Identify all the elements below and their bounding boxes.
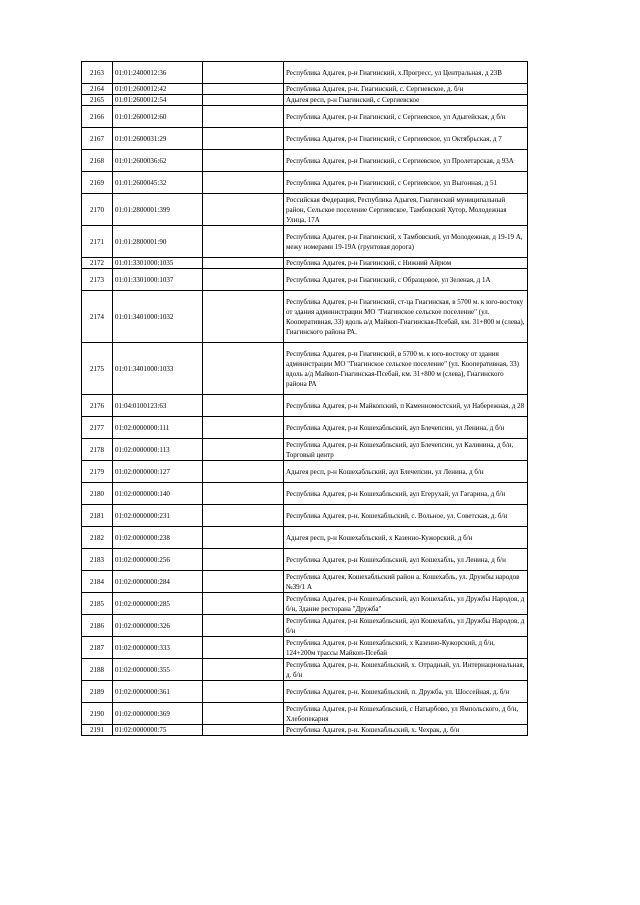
table-row <box>82 269 528 291</box>
empty-cell <box>203 291 284 343</box>
table-row <box>82 703 528 725</box>
row-number-cell: 2185 <box>82 593 113 615</box>
table-row <box>82 417 528 439</box>
cadastral-number-cell: 01:01:2600036:62 <box>113 150 203 172</box>
cadastral-number-cell: 01:01:2800001:90 <box>113 226 203 258</box>
address-cell: Республика Адыгея, р-н Гиагинский, с Образцовое, ул Зеленая, д 1А <box>284 269 528 291</box>
cadastral-number-cell: 01:01:2400012:36 <box>113 62 203 84</box>
table-row <box>82 62 528 84</box>
row-number-cell: 2181 <box>82 505 113 527</box>
address-cell: Адыгея респ, р-н Гиагинский, с Сергиевское <box>284 95 528 106</box>
cadastral-number-cell: 01:02:0000000:355 <box>113 659 203 681</box>
empty-cell <box>203 527 284 549</box>
row-number-cell: 2168 <box>82 150 113 172</box>
table-row <box>82 725 528 736</box>
cadastral-number-cell: 01:02:0000000:333 <box>113 637 203 659</box>
address-cell: Республика Адыгея, р-н. Кошехабльский, с. Вольное, ул. Советская, д. б/н <box>284 505 528 527</box>
cadastral-number-cell: 01:01:3301000:1035 <box>113 258 203 269</box>
row-number-cell: 2173 <box>82 269 113 291</box>
row-number-cell: 2190 <box>82 703 113 725</box>
empty-cell <box>203 226 284 258</box>
address-cell: Республика Адыгея, р-н Майкопский, п Каменномостский, ул Набережная, д 28 <box>284 395 528 417</box>
table-row <box>82 681 528 703</box>
address-cell: Республика Адыгея, р-н Гиагинский, с Сергиевское, ул Адыгейская, д б/н <box>284 106 528 128</box>
empty-cell <box>203 395 284 417</box>
empty-cell <box>203 150 284 172</box>
address-cell: Республика Адыгея, р-н Гиагинский, с Сергиевское, ул Октябрьская, д 7 <box>284 128 528 150</box>
row-number-cell: 2179 <box>82 461 113 483</box>
address-cell: Республика Адыгея, р-н. Кошехабльский, п. Дружба, ул. Шоссейная, д. б/н <box>284 681 528 703</box>
empty-cell <box>203 549 284 571</box>
cadastral-number-cell: 01:01:2800001:399 <box>113 194 203 226</box>
cadastral-number-cell: 01:02:0000000:369 <box>113 703 203 725</box>
cadastral-number-cell: 01:02:0000000:111 <box>113 417 203 439</box>
empty-cell <box>203 194 284 226</box>
table-row <box>82 84 528 95</box>
empty-cell <box>203 483 284 505</box>
row-number-cell: 2178 <box>82 439 113 461</box>
row-number-cell: 2188 <box>82 659 113 681</box>
table-row <box>82 637 528 659</box>
cadastral-number-cell: 01:02:0000000:285 <box>113 593 203 615</box>
address-cell: Республика Адыгея, р-н Кошехабльский, аул Блечепсин, ул Калинина, д б/н, Торговый центр <box>284 439 528 461</box>
address-cell: Республика Адыгея, р-н. Гиагинский, с. Сергиевское, д. б/н <box>284 84 528 95</box>
row-number-cell: 2177 <box>82 417 113 439</box>
empty-cell <box>203 258 284 269</box>
empty-cell <box>203 439 284 461</box>
empty-cell <box>203 84 284 95</box>
address-cell: Республика Адыгея, р-н Гиагинский, х Тамбовский, ул Молодежная, д 19-19 А, межу номерами 19-19А (грунтовая дорога) <box>284 226 528 258</box>
cadastral-number-cell: 01:01:3401000:1032 <box>113 291 203 343</box>
empty-cell <box>203 461 284 483</box>
table-row <box>82 95 528 106</box>
table-row <box>82 615 528 637</box>
property-table <box>81 61 528 736</box>
empty-cell <box>203 615 284 637</box>
row-number-cell: 2180 <box>82 483 113 505</box>
cadastral-number-cell: 01:02:0000000:231 <box>113 505 203 527</box>
table-row <box>82 194 528 226</box>
empty-cell <box>203 637 284 659</box>
address-cell: Республика Адыгея, р-н Гиагинский, с Нижний Айрюм <box>284 258 528 269</box>
table-row <box>82 106 528 128</box>
address-cell: Республика Адыгея, Кошехабльский район а. Кошехабль, ул. Дружбы народов №39/1 А <box>284 571 528 593</box>
table-row <box>82 128 528 150</box>
table-row <box>82 527 528 549</box>
table-row <box>82 226 528 258</box>
cadastral-number-cell: 01:02:0000000:326 <box>113 615 203 637</box>
cadastral-number-cell: 01:02:0000000:238 <box>113 527 203 549</box>
table-body <box>82 62 528 736</box>
row-number-cell: 2187 <box>82 637 113 659</box>
row-number-cell: 2170 <box>82 194 113 226</box>
row-number-cell: 2189 <box>82 681 113 703</box>
empty-cell <box>203 106 284 128</box>
empty-cell <box>203 571 284 593</box>
empty-cell <box>203 62 284 84</box>
table-row <box>82 258 528 269</box>
cadastral-number-cell: 01:01:2600045:32 <box>113 172 203 194</box>
row-number-cell: 2183 <box>82 549 113 571</box>
empty-cell <box>203 128 284 150</box>
cadastral-number-cell: 01:01:3401000:1033 <box>113 343 203 395</box>
cadastral-number-cell: 01:01:2600012:60 <box>113 106 203 128</box>
address-cell: Республика Адыгея, р-н. Кошехабльский, х. Отрадный, ул. Интернациональная, д. б/н <box>284 659 528 681</box>
address-cell: Адыгея респ, р-н Кошехабльский, х Казенно-Кужорский, д б/н <box>284 527 528 549</box>
row-number-cell: 2167 <box>82 128 113 150</box>
empty-cell <box>203 505 284 527</box>
table-row <box>82 172 528 194</box>
empty-cell <box>203 659 284 681</box>
cadastral-number-cell: 01:02:0000000:75 <box>113 725 203 736</box>
empty-cell <box>203 703 284 725</box>
row-number-cell: 2164 <box>82 84 113 95</box>
address-cell: Республика Адыгея, р-н Гиагинский, с Сергиевское, ул Выгонная, д 51 <box>284 172 528 194</box>
cadastral-number-cell: 01:02:0000000:284 <box>113 571 203 593</box>
row-number-cell: 2174 <box>82 291 113 343</box>
empty-cell <box>203 95 284 106</box>
table-row <box>82 461 528 483</box>
table-row <box>82 483 528 505</box>
cadastral-number-cell: 01:01:3301000:1037 <box>113 269 203 291</box>
table-row <box>82 593 528 615</box>
table-row <box>82 291 528 343</box>
table-row <box>82 505 528 527</box>
cadastral-number-cell: 01:02:0000000:113 <box>113 439 203 461</box>
empty-cell <box>203 417 284 439</box>
row-number-cell: 2166 <box>82 106 113 128</box>
address-cell: Адыгея респ, р-н Кошехабльский, аул Блечепсин, ул Ленина, д б/н <box>284 461 528 483</box>
row-number-cell: 2184 <box>82 571 113 593</box>
cadastral-number-cell: 01:01:2600031:29 <box>113 128 203 150</box>
row-number-cell: 2176 <box>82 395 113 417</box>
row-number-cell: 2163 <box>82 62 113 84</box>
table-row <box>82 549 528 571</box>
row-number-cell: 2191 <box>82 725 113 736</box>
address-cell: Российская Федерация, Республика Адыгея, Гиагинский муниципальный район, Сельское поселение Сергиевское, Тамбовский Хутор, Молодежная Улица, 17А <box>284 194 528 226</box>
row-number-cell: 2165 <box>82 95 113 106</box>
address-cell: Республика Адыгея, р-н Кошехабльский, аул Егерухай, ул Гагарина, д б/н <box>284 483 528 505</box>
empty-cell <box>203 172 284 194</box>
table-row <box>82 150 528 172</box>
empty-cell <box>203 725 284 736</box>
address-cell: Республика Адыгея, р-н Гиагинский, х.Прогресс, ул Центральная, д 23В <box>284 62 528 84</box>
address-cell: Республика Адыгея, р-н Кошехабльский, аул Кошехабль, ул Дружбы Народов, д б/н, Здание ресторана "Дружба" <box>284 593 528 615</box>
table-row <box>82 395 528 417</box>
empty-cell <box>203 593 284 615</box>
cadastral-number-cell: 01:02:0000000:127 <box>113 461 203 483</box>
address-cell: Республика Адыгея, р-н Гиагинский, ст-ца Гиагинская, в 5700 м. к юго-востоку от здания администрации МО "Гиагинское сельское поселение" (ул. Кооперативная, 33) вдоль а/д Майкоп-Гиагинская-Псебай, км. 31+800 м (слева), Гиагинского района РА. <box>284 291 528 343</box>
row-number-cell: 2169 <box>82 172 113 194</box>
address-cell: Республика Адыгея, р-н. Кошехабльский, х. Чехрак, д. б/н <box>284 725 528 736</box>
address-cell: Республика Адыгея, р-н Кошехабльский, аул Блечепсин, ул Ленина, д б/н <box>284 417 528 439</box>
row-number-cell: 2171 <box>82 226 113 258</box>
empty-cell <box>203 681 284 703</box>
table-row <box>82 439 528 461</box>
table-row <box>82 659 528 681</box>
address-cell: Республика Адыгея, р-н Кошехабльский, х Казенно-Кужорский, д б/н, 124+200м трассы Майкоп-Псебай <box>284 637 528 659</box>
address-cell: Республика Адыгея, р-н Кошехабльский, с Натырбово, ул Ямпольского, д б/н, Хлебопекарня <box>284 703 528 725</box>
cadastral-number-cell: 01:02:0000000:256 <box>113 549 203 571</box>
empty-cell <box>203 343 284 395</box>
row-number-cell: 2175 <box>82 343 113 395</box>
empty-cell <box>203 269 284 291</box>
address-cell: Республика Адыгея, р-н Гиагинский, в 5700 м. к юго-востоку от здания администрации МО "Гиагинское сельское поселение" (ул. Кооперативная, 33) вдоль а/д Майкоп-Гиагинская-Псебай, км. 31+800 м (слева), Гиагинского района РА <box>284 343 528 395</box>
cadastral-number-cell: 01:01:2600012:54 <box>113 95 203 106</box>
address-cell: Республика Адыгея, р-н Кошехабльский, аул Кошехабль, ул Ленина, д б/н <box>284 549 528 571</box>
address-cell: Республика Адыгея, р-н Кошехабльский, аул Кошехабль, ул Дружбы Народов, д б/н <box>284 615 528 637</box>
address-cell: Республика Адыгея, р-н Гиагинский, с Сергиевское, ул Пролетарская, д 93А <box>284 150 528 172</box>
table-row <box>82 343 528 395</box>
table-row <box>82 571 528 593</box>
cadastral-number-cell: 01:02:0000000:140 <box>113 483 203 505</box>
row-number-cell: 2172 <box>82 258 113 269</box>
cadastral-number-cell: 01:02:0000000:361 <box>113 681 203 703</box>
row-number-cell: 2186 <box>82 615 113 637</box>
row-number-cell: 2182 <box>82 527 113 549</box>
cadastral-number-cell: 01:01:2600012:42 <box>113 84 203 95</box>
cadastral-number-cell: 01:04:0100123:63 <box>113 395 203 417</box>
